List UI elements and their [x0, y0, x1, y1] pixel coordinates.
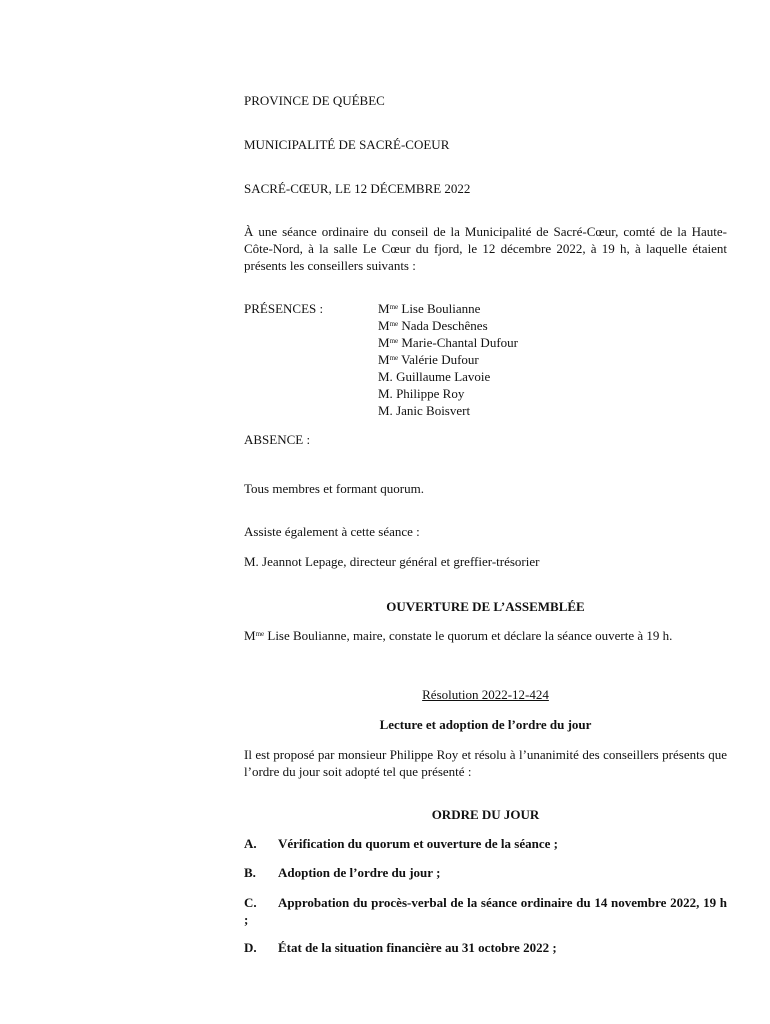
opening-heading: OUVERTURE DE L’ASSEMBLÉE [386, 599, 585, 614]
place-date-heading: SACRÉ-CŒUR, LE 12 DÉCEMBRE 2022 [244, 181, 471, 196]
opening-paragraph: $M^{me}$ Lise Boulianne, maire, constate le quorum et déclare la séance ouverte à 19 h. [244, 628, 673, 643]
assiste-text: Assiste également à cette séance : [244, 524, 420, 539]
municipality-heading: MUNICIPALITÉ DE SACRÉ-COEUR [244, 137, 450, 152]
resolution-heading: Lecture et adoption de l’ordre du jour [379, 717, 592, 732]
presence-item: M. Guillaume Lavoie [378, 369, 491, 384]
agenda-heading: ORDRE DU JOUR [431, 807, 540, 822]
agenda-item: A. Vérification du quorum et ouverture de la séance ; [244, 836, 558, 851]
resolution-number: Résolution 2022-12-424 [422, 687, 549, 702]
presence-item: M. Philippe Roy [378, 386, 465, 401]
presence-item: $M^{me}$ Nada Deschênes [378, 318, 488, 333]
quorum-text: Tous membres et formant quorum. [244, 481, 424, 496]
presence-item: $M^{me}$ Lise Boulianne [378, 301, 481, 316]
director-text: M. Jeannot Lepage, directeur général et greffier-trésorier [244, 554, 540, 569]
presence-item: $M^{me}$ Valérie Dufour [378, 352, 479, 367]
province-heading: PROVINCE DE QUÉBEC [244, 93, 385, 108]
presences-label: PRÉSENCES : [244, 301, 324, 316]
resolution-paragraph: Il est proposé par monsieur Philippe Roy et résolu à l’unanimité des conseillers présents que l’ordre du jour soit adopté tel que présenté : [244, 747, 727, 779]
presence-item: M. Janic Boisvert [378, 403, 471, 418]
intro-paragraph: À une séance ordinaire du conseil de la Municipalité de Sacré-Cœur, comté de la Haute-Côte-Nord, à la salle Le Cœur du fjord, le 12 décembre 2022, à 19 h, à laquelle étaient présents les conseillers suivants : [244, 224, 727, 273]
agenda-item: D. État de la situation financière au 31 octobre 2022 ; [244, 940, 557, 955]
absence-label: ABSENCE : [244, 432, 311, 447]
agenda-item: C. Approbation du procès-verbal de la séance ordinaire du 14 novembre 2022, 19 h ; [244, 895, 727, 927]
agenda-item: B. Adoption de l’ordre du jour ; [244, 865, 441, 880]
presences-list [378, 300, 518, 419]
presence-item: $M^{me}$ Marie-Chantal Dufour [378, 335, 518, 350]
